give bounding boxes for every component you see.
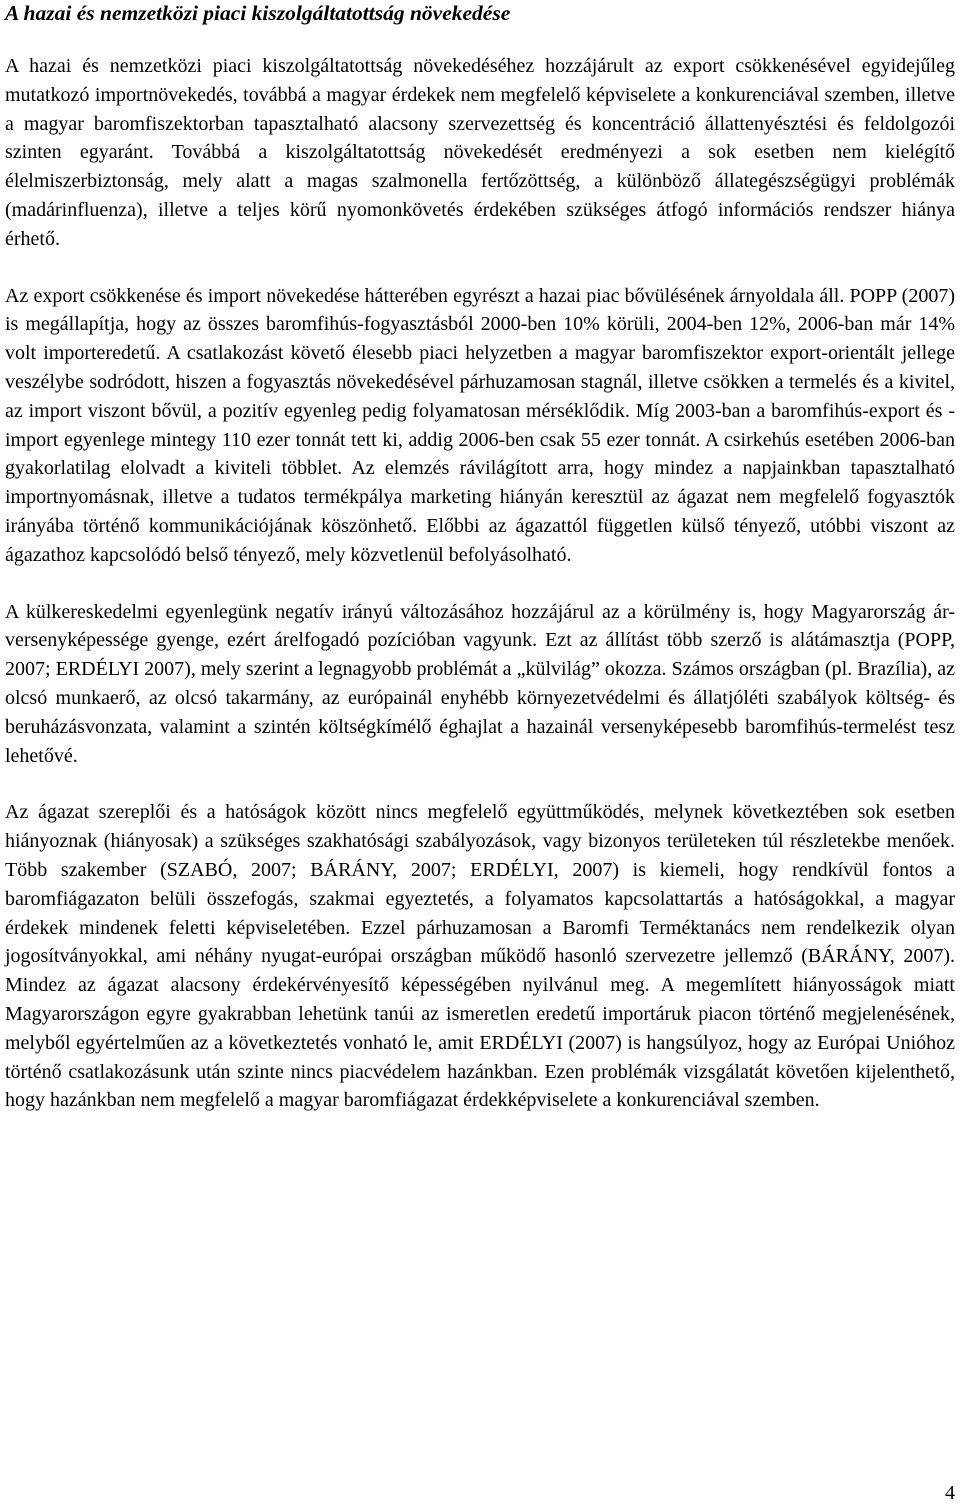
paragraph-cooperation: Az ágazat szereplői és a hatóságok között nincs megfelelő együttműködés, melynek következtében sok esetben hiányoznak (hiányosak) a szükséges szakhatósági szabályozások, vagy bizonyos területeken túl részletekbe menőek. Több szakember (SZABÓ, 2007; BÁRÁNY, 2007; ERDÉLYI, 2007) is kiemeli, hogy rendkívül fontos a baromfiágazaton belüli összefogás, szakmai egyeztetés, a folyamatos kapcsolattartás a hatóságokkal, a magyar érdekek mindenek feletti képviseletében. Ezzel párhuzamosan a Baromfi Terméktanács nem rendelkezik olyan jogosítványokkal, ami néhány nyugat-európai országban működő hasonló szervezetre jellemző (BÁRÁNY, 2007). Mindez az ágazat alacsony érdekérvényesítő képességében nyilvánul meg. A megemlített hiányosságok miatt Magyarországon egyre gyakrabban lehetünk tanúi az ismeretlen eredetű importáruk piacon történő megjelenésének, melyből egyértelműen az a következtetés vonható le, amit ERDÉLYI (2007) is hangsúlyoz, hogy az Európai Unióhoz történő csatlakozásunk után szinte nincs piacvédelem hazánkban. Ezen problémák vizsgálatát követően kijelenthető, hogy hazánkban nem megfelelő a magyar baromfiágazat érdekképviselete a konkurenciával szemben. — [5, 801, 955, 1112]
body-text — [5, 52, 955, 1115]
section-title: A hazai és nemzetközi piaci kiszolgáltatottság növekedése — [5, 1, 511, 25]
paragraph-trade-balance: A külkereskedelmi egyenlegünk negatív irányú változásához hozzájárul az a körülmény is, hogy Magyarország ár-versenyképessége gyenge, ezért árelfogadó pozícióban vagyunk. Ezt az állítást több szerző is alátámasztja (POPP, 2007; ERDÉLYI 2007), mely szerint a legnagyobb problémát a „külvilág” okozza. Számos országban (pl. Brazília), az olcsó munkaerő, az olcsó takarmány, az európainál enyhébb környezetvédelmi és állatjóléti szabályok költség- és beruházásvonzata, valamint a szintén költségkímélő éghajlat a hazainál versenyképesebb baromfihús-termelést tesz lehetővé. — [5, 600, 955, 767]
paragraph-export-decline: Az export csökkenése és import növekedése hátterében egyrészt a hazai piac bővülésének árnyoldala áll. POPP (2007) is megállapítja, hogy az összes baromfihús-fogyasztásból 2000-ben 10% körüli, 2004-ben 12%, 2006-ban már 14% volt importeredetű. A csatlakozást követő élesebb piaci helyzetben a magyar baromfiszektor export-orientált jellege veszélybe sodródott, hiszen a fogyasztás növekedésével párhuzamosan stagnál, illetve csökken a termelés és a kivitel, az import viszont bővül, a pozitív egyenleg pedig folyamatosan mérséklődik. Míg 2003-ban a baromfihús-export és -import egyenlege mintegy 110 ezer tonnát tett ki, addig 2006-ben csak 55 ezer tonnát. A csirkehús esetében 2006-ban gyakorlatilag elolvadt a kiviteli többlet. Az elemzés rávilágított arra, hogy mindez a napjainkban tapasztalható importnyomásnak, illetve a tudatos termékpálya marketing hiányán keresztül az ágazat nem megfelelő fogyasztók irányába történő kommunikációjának köszönhető. Előbbi az ágazattól független külső tényező, utóbbi viszont az ágazathoz kapcsolódó belső tényező, mely közvetlenül befolyásolható. — [5, 284, 955, 566]
page-number: 4 — [945, 1482, 955, 1504]
paragraph-import-growth: A hazai és nemzetközi piaci kiszolgáltatottság növekedéséhez hozzájárult az export csökkenésével egyidejűleg mutatkozó importnövekedés, továbbá a magyar érdekek nem megfelelő képviselete a konkurenciával szemben, illetve a magyar baromfiszektorban tapasztalható alacsony szervezettség és koncentráció állattenyésztési és feldolgozói szinten egyaránt. Továbbá a kiszolgáltatottság növekedését eredményezi a sok esetben nem kielégítő élelmiszerbiztonság, mely alatt a magas szalmonella fertőzöttség, a különböző állategészségügyi problémák (madárinfluenza), illetve a teljes körű nyomonkövetés érdekében szükséges átfogó információs rendszer hiánya érhető. — [5, 55, 955, 250]
